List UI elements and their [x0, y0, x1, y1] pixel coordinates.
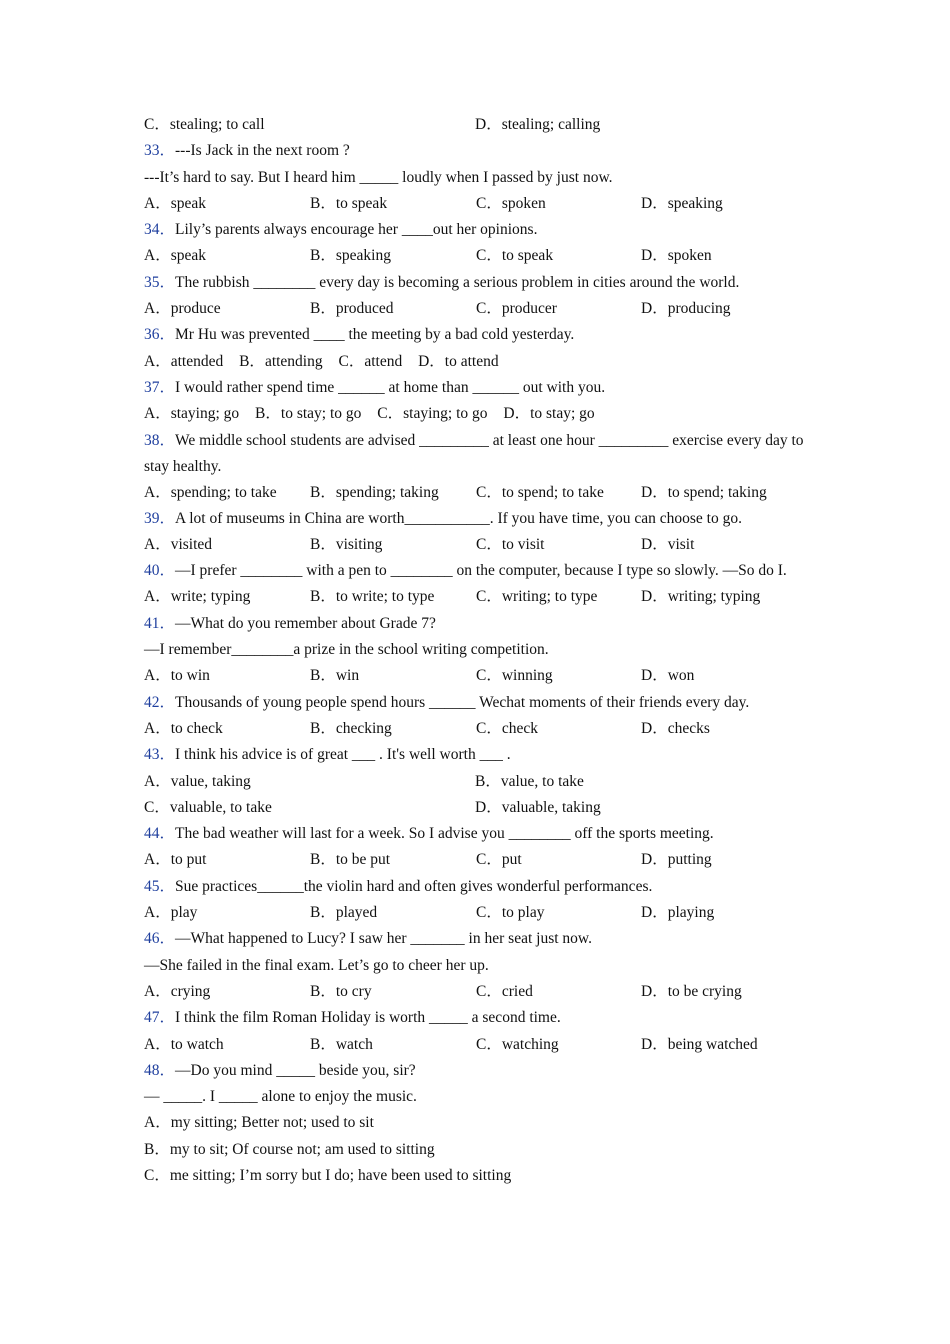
option-a: A．write; typing [144, 588, 251, 606]
option-d: D．valuable, taking [475, 798, 601, 816]
option-d: D．visit [641, 536, 695, 554]
option-row [144, 296, 804, 322]
option-b: B．spending; taking [310, 483, 439, 501]
question-text-line: —She failed in the final exam. Let’s go to cheer her up. [144, 956, 489, 974]
option-row [144, 191, 804, 217]
option-b: B．win [310, 667, 360, 685]
option-b: B．to stay; to go [255, 405, 362, 423]
option-c: C．put [476, 851, 522, 869]
question-number: 41． [144, 614, 176, 632]
question-36 [144, 322, 804, 348]
question-text: Thousands of young people spend hours ______ Wechat moments of their friends every day. [175, 693, 750, 711]
option-row [144, 1032, 804, 1058]
option-a: A．to check [144, 719, 223, 737]
option-a: A．spending; to take [144, 483, 277, 501]
question-41 [144, 611, 804, 637]
option-row [144, 979, 804, 1005]
question-42 [144, 690, 804, 716]
option-c: C．to visit [476, 536, 545, 554]
option-b: B．attending [239, 352, 323, 370]
option-c: C．cried [476, 982, 533, 1000]
option-c: C．staying; to go [377, 405, 488, 423]
option-row [144, 584, 804, 610]
option-a: A．to watch [144, 1035, 224, 1053]
option-a: A．crying [144, 982, 211, 1000]
question-38 [144, 428, 804, 480]
question-34 [144, 217, 804, 243]
question-number: 33． [144, 142, 176, 160]
question-number: 46． [144, 930, 176, 948]
worksheet-page [144, 112, 804, 1189]
option-d: D．to be crying [641, 982, 742, 1000]
question-number: 47． [144, 1009, 176, 1027]
option-c: C．attend [338, 352, 403, 370]
question-35 [144, 270, 804, 296]
question-37 [144, 375, 804, 401]
question-48 [144, 1058, 804, 1084]
option-a: A．play [144, 904, 198, 922]
option-row [144, 716, 804, 742]
option-row [144, 532, 804, 558]
option-d: D．being watched [641, 1035, 758, 1053]
option-row-inline [144, 401, 804, 427]
option-a: A．visited [144, 536, 213, 554]
question-39 [144, 506, 804, 532]
question-number: 42． [144, 693, 176, 711]
question-number: 44． [144, 825, 176, 843]
option-a: A．attended [144, 352, 224, 370]
option-a: A．produce [144, 300, 221, 318]
option-a: A．speak [144, 247, 206, 265]
option-c: C．to spend; to take [476, 483, 604, 501]
option-c: C．winning [476, 667, 553, 685]
question-text: The rubbish ________ every day is becoming a serious problem in cities around the world. [175, 273, 740, 291]
option-d: D．putting [641, 851, 712, 869]
question-43 [144, 742, 804, 768]
option-row-halves [144, 769, 804, 795]
option-c: C．me sitting; I’m sorry but I do; have been used to sitting [144, 1166, 512, 1184]
option-b: B．visiting [310, 536, 383, 554]
option-a: A．my sitting; Better not; used to sit [144, 1114, 374, 1132]
question-text-line: ---It’s hard to say. But I heard him _____ loudly when I passed by just now. [144, 168, 613, 186]
option-b: B．value, to take [475, 772, 584, 790]
option-d: D．writing; typing [641, 588, 761, 606]
option-d: D．spoken [641, 247, 712, 265]
question-text: Sue practices______the violin hard and often gives wonderful performances. [175, 877, 653, 895]
option-a: A．to win [144, 667, 210, 685]
option-b: B．to write; to type [310, 588, 435, 606]
option-b: B．to speak [310, 194, 388, 212]
option-c: C．to play [476, 904, 545, 922]
question-text: I think the film Roman Holiday is worth _____ a second time. [175, 1009, 561, 1027]
question-text: The bad weather will last for a week. So I advise you ________ off the sports meeting. [175, 825, 714, 843]
question-text: ---Is Jack in the next room ? [175, 142, 350, 160]
option-b: B．checking [310, 719, 392, 737]
option-b: B．played [310, 904, 378, 922]
question-number: 39． [144, 509, 176, 527]
question-47 [144, 1005, 804, 1031]
question-number: 48． [144, 1061, 176, 1079]
option-a: A．speak [144, 194, 206, 212]
question-text: —What happened to Lucy? I saw her _______ in her seat just now. [175, 930, 592, 948]
question-number: 36． [144, 326, 176, 344]
question-number: 40． [144, 562, 176, 580]
option-d: D．producing [641, 300, 731, 318]
option-row-halves [144, 112, 804, 138]
option-row [144, 663, 804, 689]
option-d: D．won [641, 667, 695, 685]
option-d: D．checks [641, 719, 710, 737]
option-a: A．value, taking [144, 772, 251, 790]
option-b: B．produced [310, 300, 394, 318]
option-row-inline [144, 349, 804, 375]
option-d: D．stealing; calling [475, 116, 601, 133]
question-text: Mr Hu was prevented ____ the meeting by a bad cold yesterday. [175, 326, 575, 344]
question-number: 34． [144, 221, 176, 239]
question-44 [144, 821, 804, 847]
question-text: —What do you remember about Grade 7? [175, 614, 436, 632]
question-number: 43． [144, 746, 176, 764]
option-row [144, 900, 804, 926]
option-row-halves [144, 795, 804, 821]
option-b: B．to cry [310, 982, 372, 1000]
question-text: A lot of museums in China are worth___________. If you have time, you can choose to go. [175, 509, 742, 527]
option-row [144, 243, 804, 269]
question-text: —I prefer ________ with a pen to ________ on the computer, because I type so slowly. —So do I. [175, 562, 787, 580]
option-d: D．to stay; go [503, 405, 595, 423]
question-46 [144, 926, 804, 952]
option-d: D．playing [641, 904, 715, 922]
question-text: —Do you mind _____ beside you, sir? [175, 1061, 416, 1079]
option-c: C．producer [476, 300, 557, 318]
question-text: I think his advice is of great ___ . It's well worth ___ . [175, 746, 511, 764]
question-33 [144, 138, 804, 164]
option-row [144, 847, 804, 873]
question-number: 45． [144, 877, 176, 895]
option-b: B．my to sit; Of course not; am used to sitting [144, 1140, 435, 1158]
option-c: C．watching [476, 1035, 559, 1053]
option-c: C．check [476, 719, 538, 737]
option-b: B．to be put [310, 851, 391, 869]
option-a: A．staying; go [144, 405, 240, 423]
question-number: 35． [144, 273, 176, 291]
option-c: C．spoken [476, 194, 546, 212]
option-d: D．speaking [641, 194, 723, 212]
option-a: A．to put [144, 851, 207, 869]
question-text-line: — _____. I _____ alone to enjoy the music. [144, 1088, 417, 1106]
question-45 [144, 874, 804, 900]
option-d: D．to attend [418, 352, 499, 370]
question-text: We middle school students are advised _________ at least one hour _________ exercise every day to stay healthy. [144, 431, 804, 475]
option-c: C．stealing; to call [144, 116, 265, 133]
question-number: 37． [144, 378, 176, 396]
option-c: C．valuable, to take [144, 798, 272, 816]
question-text: Lily’s parents always encourage her ____out her opinions. [175, 221, 538, 239]
question-number: 38． [144, 431, 176, 449]
option-b: B．watch [310, 1035, 373, 1053]
option-c: C．to speak [476, 247, 554, 265]
option-b: B．speaking [310, 247, 391, 265]
question-text-line: —I remember________a prize in the school writing competition. [144, 641, 549, 659]
question-text: I would rather spend time ______ at home than ______ out with you. [175, 378, 606, 396]
option-c: C．writing; to type [476, 588, 598, 606]
question-40 [144, 558, 804, 584]
option-d: D．to spend; taking [641, 483, 767, 501]
option-row [144, 480, 804, 506]
